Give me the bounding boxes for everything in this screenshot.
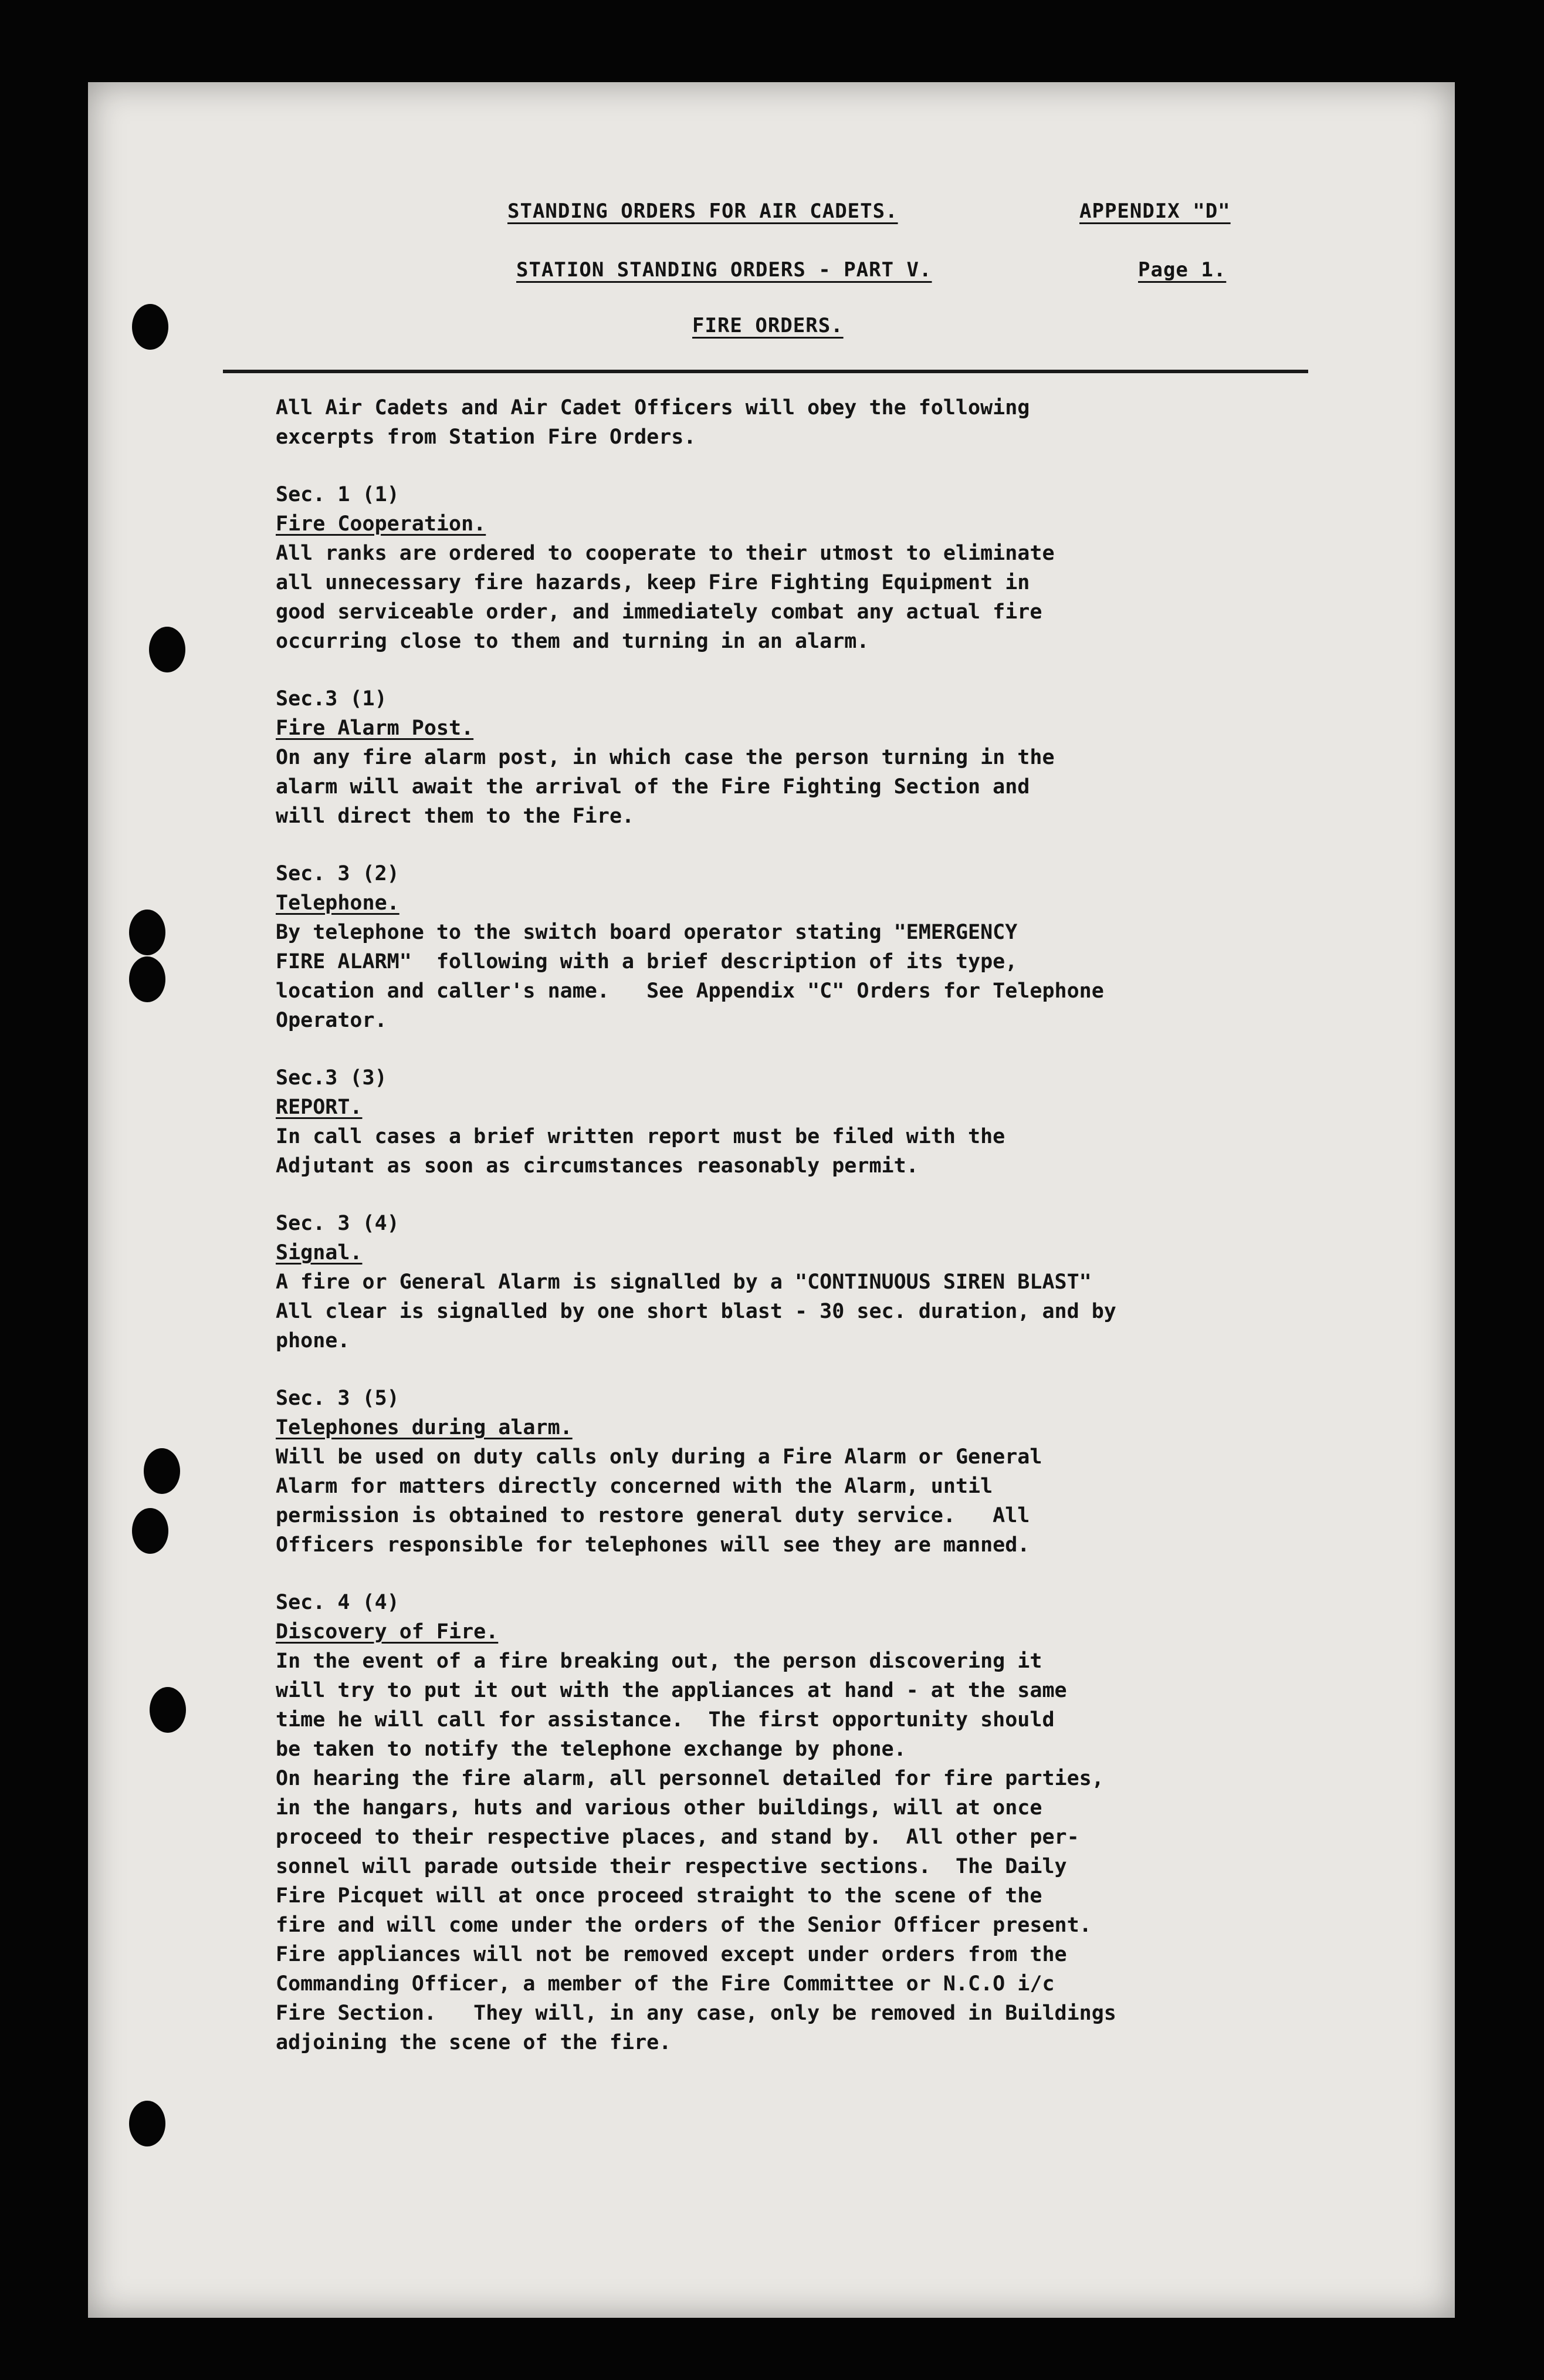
section-title: Telephones during alarm.	[276, 1416, 573, 1439]
punch-hole	[149, 627, 185, 672]
punch-hole	[129, 956, 165, 1002]
sections-list	[276, 480, 1320, 2057]
section-title: Telephone.	[276, 891, 399, 915]
intro-paragraph	[276, 393, 1320, 452]
section-number: Sec.3 (3)	[276, 1066, 387, 1090]
order-section	[276, 859, 1320, 1035]
appendix-label: APPENDIX "D"	[1079, 200, 1231, 223]
section-text-line: all unnecessary fire hazards, keep Fire Fighting Equipment in	[276, 571, 1030, 594]
page-number: Page 1.	[1138, 258, 1227, 282]
doc-subtitle: STATION STANDING ORDERS - PART V.	[516, 258, 932, 282]
section-text-line: good serviceable order, and immediately combat any actual fire	[276, 600, 1042, 624]
document-body	[276, 393, 1320, 2085]
section-number: Sec. 3 (2)	[276, 862, 399, 885]
header-rule	[223, 370, 1308, 373]
punch-hole	[132, 1508, 168, 1554]
section-text-line: alarm will await the arrival of the Fire Fighting Section and	[276, 775, 1030, 799]
section-text-line: Operator.	[276, 1009, 387, 1032]
section-text-line: will direct them to the Fire.	[276, 804, 635, 828]
section-text-line: be taken to notify the telephone exchange by phone.	[276, 1737, 906, 1761]
section-text-line: sonnel will parade outside their respective sections. The Daily	[276, 1855, 1067, 1878]
section-text-line: Commanding Officer, a member of the Fire Committee or N.C.O i/c	[276, 1972, 1055, 1996]
section-text-line: Fire appliances will not be removed except under orders from the	[276, 1943, 1067, 1966]
section-text-line: adjoining the scene of the fire.	[276, 2031, 672, 2054]
section-text-line: phone.	[276, 1329, 350, 1353]
section-text-line: FIRE ALARM" following with a brief description of its type,	[276, 950, 1018, 973]
section-text-line: fire and will come under the orders of the Senior Officer present.	[276, 1914, 1092, 1937]
document-page	[88, 82, 1455, 2318]
section-number: Sec. 3 (4)	[276, 1212, 399, 1235]
section-number: Sec.3 (1)	[276, 687, 387, 711]
section-text-line: will try to put it out with the appliances at hand - at the same	[276, 1679, 1067, 1702]
section-text-line: In call cases a brief written report must be filed with the	[276, 1125, 1005, 1148]
section-text-line: Alarm for matters directly concerned with the Alarm, until	[276, 1475, 993, 1498]
section-title: Fire Cooperation.	[276, 512, 486, 536]
section-text-line: occurring close to them and turning in an alarm.	[276, 630, 869, 653]
section-number: Sec. 4 (4)	[276, 1591, 399, 1614]
order-section	[276, 1588, 1320, 2057]
order-section	[276, 1384, 1320, 1560]
section-text-line: In the event of a fire breaking out, the person discovering it	[276, 1649, 1042, 1673]
intro-line: excerpts from Station Fire Orders.	[276, 425, 696, 449]
section-text-line: Officers responsible for telephones will see they are manned.	[276, 1533, 1030, 1557]
section-text-line: Fire Picquet will at once proceed straight to the scene of the	[276, 1884, 1042, 1908]
doc-title: STANDING ORDERS FOR AIR CADETS.	[507, 200, 898, 223]
section-text-line: All ranks are ordered to cooperate to their utmost to eliminate	[276, 542, 1055, 565]
section-text-line: Will be used on duty calls only during a Fire Alarm or General	[276, 1445, 1042, 1469]
punch-hole	[150, 1687, 186, 1733]
punch-hole	[129, 910, 165, 955]
order-section	[276, 1209, 1320, 1355]
section-number: Sec. 1 (1)	[276, 483, 399, 506]
section-text-line: On any fire alarm post, in which case the person turning in the	[276, 746, 1055, 769]
section-text-line: Fire Section. They will, in any case, only be removed in Buildings	[276, 2002, 1116, 2025]
section-text-line: in the hangars, huts and various other buildings, will at once	[276, 1796, 1042, 1820]
section-text-line: A fire or General Alarm is signalled by a "CONTINUOUS SIREN BLAST"	[276, 1270, 1092, 1294]
order-section	[276, 1063, 1320, 1181]
section-text-line: permission is obtained to restore general duty service. All	[276, 1504, 1030, 1527]
intro-line: All Air Cadets and Air Cadet Officers will obey the following	[276, 396, 1030, 420]
section-title: REPORT.	[276, 1096, 363, 1119]
section-title: Discovery of Fire.	[276, 1620, 499, 1644]
section-text-line: All clear is signalled by one short blast - 30 sec. duration, and by	[276, 1300, 1116, 1323]
section-number: Sec. 3 (5)	[276, 1387, 399, 1410]
section-text-line: By telephone to the switch board operator stating "EMERGENCY	[276, 921, 1018, 944]
section-text-line: time he will call for assistance. The first opportunity should	[276, 1708, 1055, 1732]
section-text-line: Adjutant as soon as circumstances reasonably permit.	[276, 1154, 919, 1178]
section-title: Signal.	[276, 1241, 363, 1265]
order-section	[276, 684, 1320, 831]
punch-hole	[144, 1448, 180, 1494]
section-title: Fire Alarm Post.	[276, 716, 474, 740]
section-text-line: proceed to their respective places, and stand by. All other per-	[276, 1825, 1079, 1849]
section-text-line: On hearing the fire alarm, all personnel detailed for fire parties,	[276, 1767, 1104, 1790]
punch-hole	[132, 304, 168, 350]
order-section	[276, 480, 1320, 656]
section-text-line: location and caller's name. See Appendix "C" Orders for Telephone	[276, 979, 1104, 1003]
punch-hole	[129, 2101, 165, 2146]
section-heading: FIRE ORDERS.	[692, 314, 844, 337]
